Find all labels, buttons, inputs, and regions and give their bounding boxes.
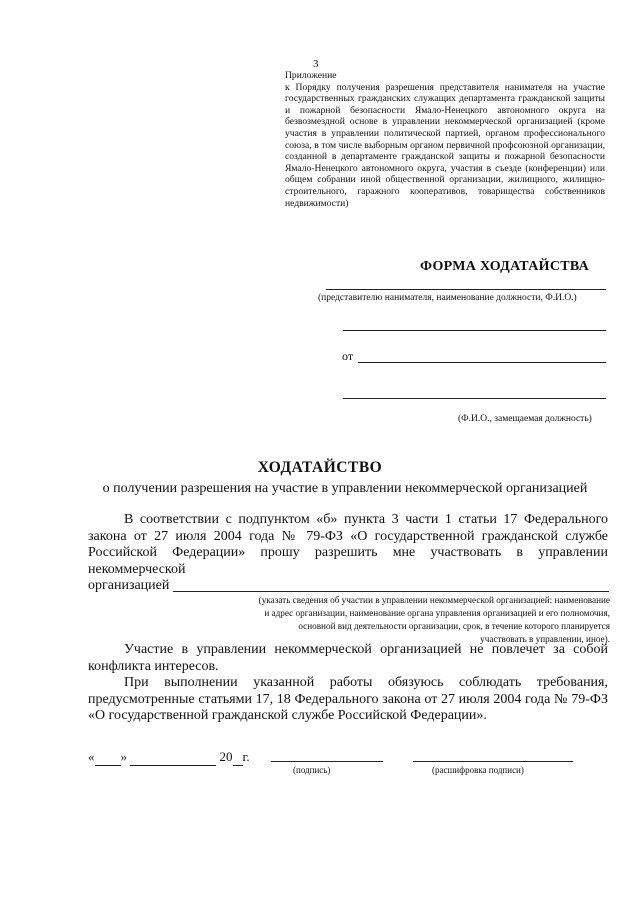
date-close-quote: » bbox=[120, 749, 127, 764]
sender-line-2[interactable] bbox=[343, 398, 606, 399]
addressee-line[interactable] bbox=[326, 289, 606, 290]
org-details-line[interactable] bbox=[173, 591, 609, 592]
sender-caption: (Ф.И.О., замещаемая должность) bbox=[458, 414, 592, 424]
sender-line[interactable] bbox=[358, 362, 606, 363]
year-prefix: 20 bbox=[219, 749, 233, 764]
signature-line[interactable] bbox=[271, 761, 383, 762]
month-blank[interactable] bbox=[130, 749, 216, 766]
date-row bbox=[88, 749, 250, 766]
org-details-hint: (указать сведения об участии в управлении некоммерческой организацией: наименование и адрес организации, наименование органа управления организацией и его полномочия, основной вид деятельности организации, срок, в течение которого планируется участвовать в управлении, иное). bbox=[258, 595, 610, 644]
transcript-line[interactable] bbox=[413, 761, 573, 762]
addressee-line-2[interactable] bbox=[343, 330, 606, 331]
appendix-text: к Порядку получения разрешения представителя нанимателя на участие государственных гражданских служащих департамента гражданской защиты и пожарной безопасности Ямало-Ненецкого автономного округа на безвозмездной основе в управлении некоммерческой организацией (кроме участия в управлении политической партией, органом профессионального союза, в том числе выборным органом первичной профсоюзной организации, созданной в департаменте гражданской защиты и пожарной безопасности Ямало-Ненецкого автономного округа, участия в съезде (конференции) или общем собрании иной общественной организации, жилищного, жилищно-строительного, гаражного кооперативов, товарищества собственников недвижимости) bbox=[285, 81, 605, 209]
date-open-quote: « bbox=[88, 749, 95, 764]
appendix-block bbox=[285, 70, 605, 209]
signature-caption: (подпись) bbox=[293, 765, 331, 775]
form-title: ФОРМА ХОДАТАЙСТВА bbox=[420, 259, 590, 274]
transcript-caption: (расшифровка подписи) bbox=[432, 765, 524, 775]
appendix-title: Приложение bbox=[285, 70, 337, 81]
petition-subtitle: о получении разрешения на участие в управлении некоммерческой организацией bbox=[102, 481, 588, 496]
paragraph-2: Участие в управлении некоммерческой организацией не повлечет за собой конфликта интересов. bbox=[88, 642, 608, 674]
paragraph-3: При выполнении указанной работы обязуюсь соблюдать требования, предусмотренные статьями 17, 18 Федерального закона от 27 июля 2004 года № 79-ФЗ «О государственной гражданской службе Российской Федерации». bbox=[88, 675, 608, 723]
org-label: организацией bbox=[88, 578, 170, 593]
addressee-caption: (представителю нанимателя, наименование должности, Ф.И.О.) bbox=[318, 293, 577, 303]
day-blank[interactable] bbox=[95, 749, 121, 766]
paragraph-1: В соответствии с подпунктом «б» пункта 3 части 1 статьи 17 Федерального закона от 27 июля 2004 года № 79-ФЗ «О государственной гражданской службе Российской Федерации» прошу разрешить мне участвовать в управлении некоммерческой bbox=[88, 512, 608, 577]
page-number: 3 bbox=[313, 58, 319, 70]
year-blank[interactable] bbox=[233, 749, 243, 766]
petition-title: ХОДАТАЙСТВО bbox=[257, 459, 383, 476]
from-label: от bbox=[342, 349, 354, 363]
year-suffix: г. bbox=[242, 749, 250, 764]
